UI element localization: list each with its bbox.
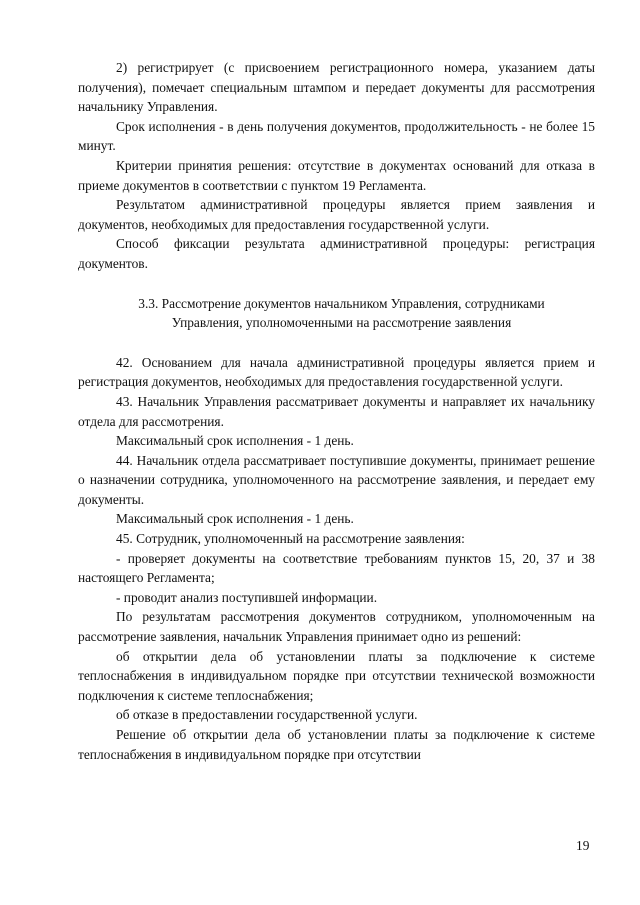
- paragraph-fixation: Способ фиксации результата административной процедуры: регистрация документов.: [78, 236, 595, 271]
- paragraph-45: 45. Сотрудник, уполномоченный на рассмотрение заявления:: [116, 531, 465, 547]
- paragraph-decision-continued: Решение об открытии дела об установлении платы за подключение к системе теплоснабжения в индивидуальном порядке при отсутствии: [78, 727, 595, 762]
- section-heading: [78, 294, 595, 333]
- paragraph-result: Результатом административной процедуры является прием заявления и документов, необходимых для предоставления государственной услуги.: [78, 197, 595, 232]
- paragraph-deadline: Срок исполнения - в день получения документов, продолжительность - не более 15 минут.: [78, 118, 595, 154]
- section-heading-line-1: 3.3. Рассмотрение документов начальником Управления, сотрудниками: [138, 295, 545, 311]
- document-page: [78, 58, 595, 764]
- paragraph-45-analysis: - проводит анализ поступившей информации.: [116, 589, 378, 605]
- paragraph-decision-refuse: об отказе в предоставлении государственной услуги.: [116, 707, 418, 723]
- page-number: 19: [576, 838, 590, 853]
- section-heading-line-2: Управления, уполномоченными на рассмотрение заявления: [171, 315, 512, 331]
- paragraph-decision-open: об открытии дела об установлении платы за подключение к системе теплоснабжения в индивидуальном порядке при отсутствии технической возможности подключения к системе теплоснабжения;: [78, 648, 595, 703]
- paragraph-42: 42. Основанием для начала административной процедуры является прием и регистрация документов, необходимых для предоставления государственной услуги.: [78, 354, 595, 390]
- paragraph-45-check: - проверяет документы на соответствие требованиям пунктов 15, 20, 37 и 38 настоящего Регламента;: [78, 550, 595, 586]
- paragraph-43-deadline: Максимальный срок исполнения - 1 день.: [116, 433, 354, 449]
- paragraph-decision-intro: По результатам рассмотрения документов сотрудником, уполномоченным на рассмотрение заявления, начальник Управления принимает одно из решений:: [78, 609, 595, 645]
- paragraph-44: 44. Начальник отдела рассматривает поступившие документы, принимает решение о назначении сотрудника, уполномоченного на рассмотрение заявления, и передает ему документы.: [78, 452, 595, 507]
- paragraph-44-deadline: Максимальный срок исполнения - 1 день.: [116, 511, 354, 527]
- paragraph-criteria: Критерии принятия решения: отсутствие в документах оснований для отказа в приеме документов в соответствии с пунктом 19 Регламента.: [78, 157, 595, 193]
- paragraph-registration: 2) регистрирует (с присвоением регистрационного номера, указанием даты получения), помечает специальным штампом и передает документы для рассмотрения начальнику Управления.: [78, 60, 595, 115]
- paragraph-43: 43. Начальник Управления рассматривает документы и направляет их начальнику отдела для рассмотрения.: [78, 393, 595, 429]
